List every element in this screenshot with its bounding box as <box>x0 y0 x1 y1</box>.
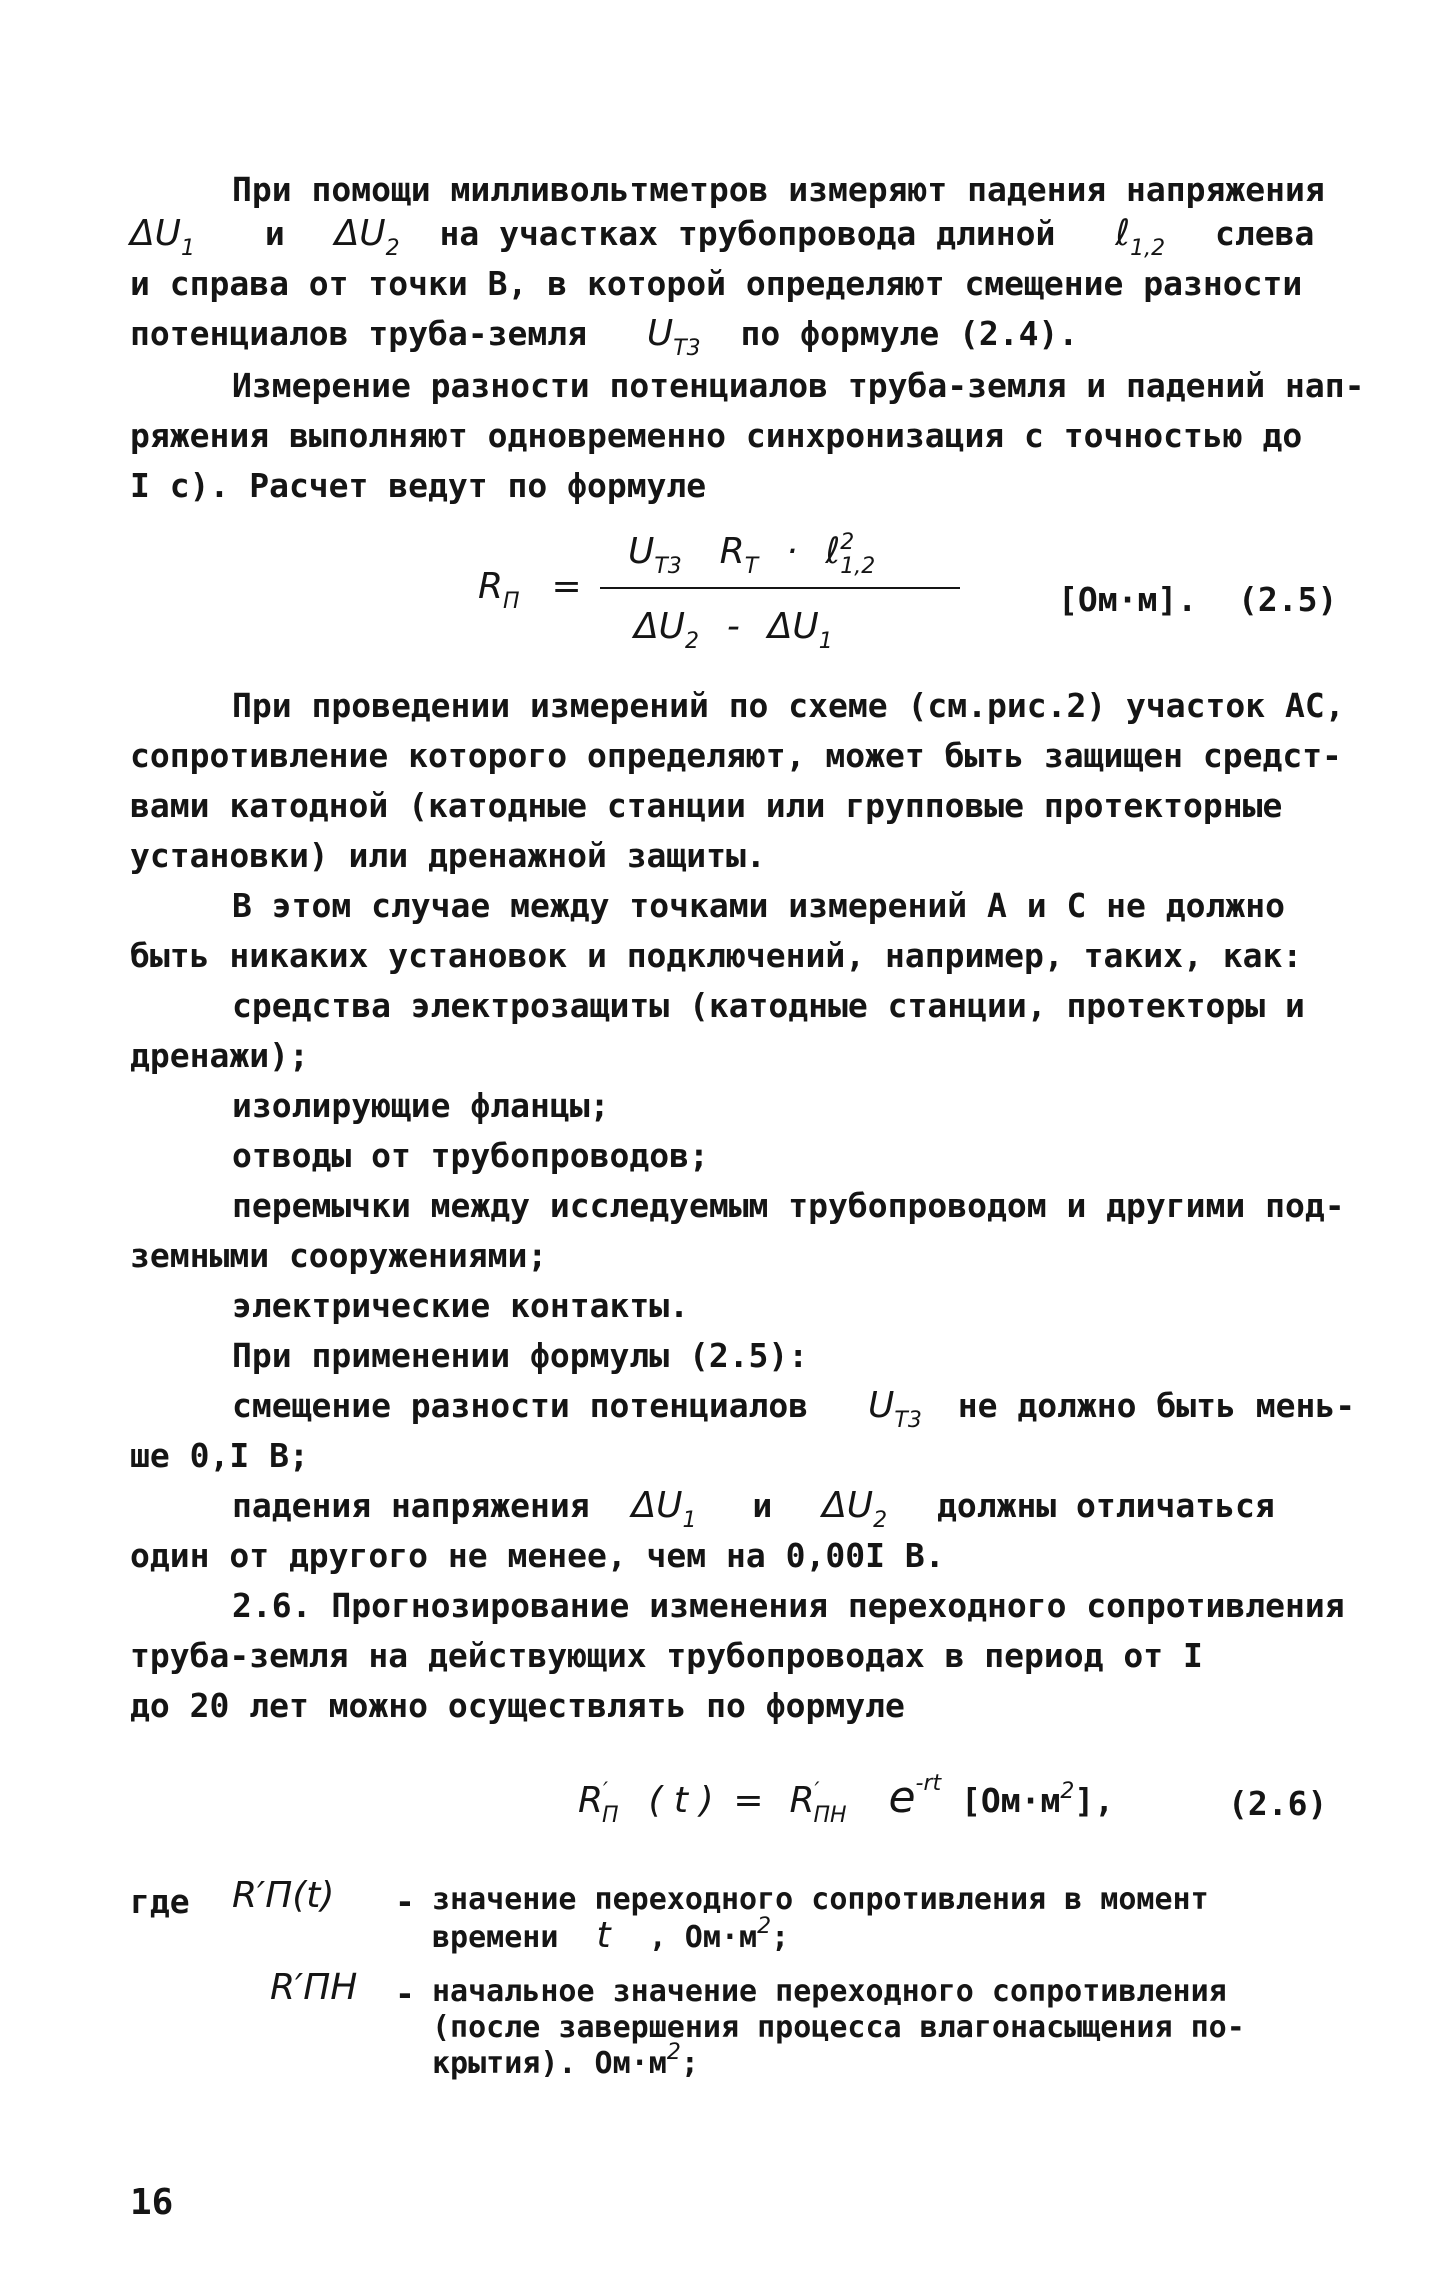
list-item: перемычки между исследуемым трубопроводом и другими под- <box>232 1186 1345 1225</box>
prime-mark: ′ <box>603 1779 609 1804</box>
equation-number: (2.6) <box>1228 1784 1328 1823</box>
subscript: 2 <box>873 1508 888 1533</box>
text-fragment: ; <box>771 1920 790 1955</box>
equation-number: (2.5) <box>1238 580 1338 619</box>
text-line: труба-земля на действующих трубопроводах в период от I <box>130 1636 1203 1675</box>
subscript: П <box>602 1803 619 1828</box>
minus-sign: - <box>726 606 740 647</box>
u-symbol: U <box>646 313 674 354</box>
subscript: ПН <box>813 1803 847 1828</box>
subscript: 2 <box>385 236 400 261</box>
legend-symbol <box>232 1874 334 1918</box>
text-line: до 20 лет можно осуществлять по формуле <box>130 1686 905 1725</box>
text-fragment: потенциалов труба-земля <box>130 314 587 353</box>
length-symbol: ℓ <box>825 531 841 572</box>
r-prime-t-symbol: R′П(t) <box>232 1875 335 1916</box>
text-line-formula-inline <box>232 1484 1275 1533</box>
text-line-formula-inline <box>130 312 1078 361</box>
exponential: e <box>888 1772 916 1823</box>
subscript: Т <box>744 554 759 579</box>
legend-description: (после завершения процесса влагонасыщения по- <box>432 2010 1245 2045</box>
subscript: 1 <box>818 629 833 654</box>
legend-dash: - <box>395 1882 415 1921</box>
conjunction: и <box>752 1486 773 1525</box>
text-line: один от другого не менее, чем на 0,00I В. <box>130 1536 945 1575</box>
text-fragment: времени <box>432 1920 559 1955</box>
page-number: 16 <box>130 2182 174 2223</box>
r-symbol: R <box>578 1780 604 1821</box>
formula-2-6 <box>578 1771 1115 1828</box>
text-fragment: слева <box>1215 214 1315 253</box>
delta-u-symbol: ΔU <box>822 1485 874 1526</box>
text-fragment: смещение разности потенциалов <box>232 1386 809 1425</box>
conjunction: и <box>264 214 285 253</box>
fraction-bar <box>600 587 960 589</box>
t-symbol: t <box>596 1915 611 1956</box>
formula-units: [Ом·м <box>961 1781 1061 1820</box>
delta-u-symbol: ΔU <box>130 213 181 254</box>
text-line: вами катодной (катодные станции или групповые протекторные <box>130 786 1283 825</box>
text-fragment: падения напряжения <box>232 1486 590 1525</box>
text-fragment: по формуле (2.4). <box>740 314 1079 353</box>
formula-numerator <box>628 530 875 579</box>
formula-denominator <box>634 605 833 654</box>
length-symbol: ℓ <box>1115 213 1131 254</box>
legend-description: начальное значение переходного сопротивления <box>432 1974 1227 2009</box>
text-line-formula-inline <box>232 1384 1355 1433</box>
text-line: При помощи милливольтметров измеряют падения напряжения <box>232 170 1325 209</box>
superscript: 2 <box>1060 1779 1075 1804</box>
equals-sign: = <box>733 1780 764 1821</box>
exponent: -rt <box>915 1771 942 1796</box>
text-line: При применении формулы (2.5): <box>232 1336 809 1375</box>
text-line-formula-inline <box>130 212 1314 261</box>
legend-symbol <box>270 1966 357 2010</box>
superscript: 2 <box>840 530 855 555</box>
r-prime-pn-symbol: R′ПН <box>270 1967 358 2008</box>
superscript: 2 <box>757 1914 772 1939</box>
text-line: Измерение разности потенциалов труба-земля и падений нап- <box>232 366 1365 405</box>
legend-description <box>432 1916 789 1961</box>
legend-description: значение переходного сопротивления в момент <box>432 1882 1209 1917</box>
text-fragment: крытия). Ом·м <box>432 2046 667 2081</box>
text-line: сопротивление которого определяют, может быть защищен средст- <box>130 736 1342 775</box>
delta-u-symbol: ΔU <box>767 606 819 647</box>
text-line: В этом случае между точками измерений А и С не должно <box>232 886 1285 925</box>
text-line: установки) или дренажной защиты. <box>130 836 766 875</box>
r-symbol: R <box>478 566 504 607</box>
text-fragment: должны отличаться <box>936 1486 1275 1525</box>
subscript: Т3 <box>894 1408 922 1433</box>
equals-sign: = <box>551 566 582 607</box>
formula-lhs <box>478 565 582 614</box>
formula-units: [Ом·м]. <box>1058 580 1198 619</box>
formula-units: ], <box>1074 1781 1115 1820</box>
legend-description <box>432 2040 699 2087</box>
superscript: 2 <box>666 2040 681 2065</box>
list-item: электрические контакты. <box>232 1286 689 1325</box>
delta-u-symbol: ΔU <box>631 1485 683 1526</box>
list-item: отводы от трубопроводов; <box>232 1136 709 1175</box>
text-line: ше 0,I В; <box>130 1436 309 1475</box>
text-fragment: не должно быть мень- <box>957 1386 1356 1425</box>
u-symbol: U <box>628 531 655 572</box>
r-symbol: R <box>719 531 745 572</box>
subscript: 1,2 <box>840 554 876 579</box>
text-line: ряжения выполняют одновременно синхронизация с точностью до <box>130 416 1303 455</box>
text-line: 2.6. Прогнозирование изменения переходного сопротивления <box>232 1586 1345 1625</box>
text-line: быть никаких установок и подключений, например, таких, как: <box>130 936 1303 975</box>
list-item-continuation: земными сооружениями; <box>130 1236 548 1275</box>
text-line: и справа от точки В, в которой определяют смещение разности <box>130 264 1303 303</box>
u-symbol: U <box>868 1385 895 1426</box>
subscript: Т3 <box>654 554 682 579</box>
where-label: где <box>130 1882 190 1921</box>
text-fragment: на участках трубопровода длиной <box>439 214 1056 253</box>
subscript: П <box>503 589 520 614</box>
subscript: 1 <box>180 236 195 261</box>
subscript: Т3 <box>673 336 701 361</box>
text-line: При проведении измерений по схеме (см.рис.2) участок АС, <box>232 686 1345 725</box>
subscript: 2 <box>684 629 699 654</box>
subscript: 1 <box>682 1508 697 1533</box>
argument: ( t ) <box>648 1780 714 1821</box>
subscript: 1,2 <box>1130 236 1166 261</box>
list-item-continuation: дренажи); <box>130 1036 309 1075</box>
text-fragment: , Ом·м <box>648 1920 758 1955</box>
delta-u-symbol: ΔU <box>334 213 386 254</box>
delta-u-symbol: ΔU <box>634 606 685 647</box>
r-symbol: R <box>789 1780 815 1821</box>
legend-dash: - <box>395 1974 415 2013</box>
dot-operator: · <box>786 531 798 572</box>
list-item: средства электрозащиты (катодные станции, протекторы и <box>232 986 1305 1025</box>
text-line: I с). Расчет ведут по формуле <box>130 466 707 505</box>
list-item: изолирующие фланцы; <box>232 1086 610 1125</box>
prime-mark: ′ <box>814 1779 820 1804</box>
text-fragment: ; <box>680 2046 699 2081</box>
